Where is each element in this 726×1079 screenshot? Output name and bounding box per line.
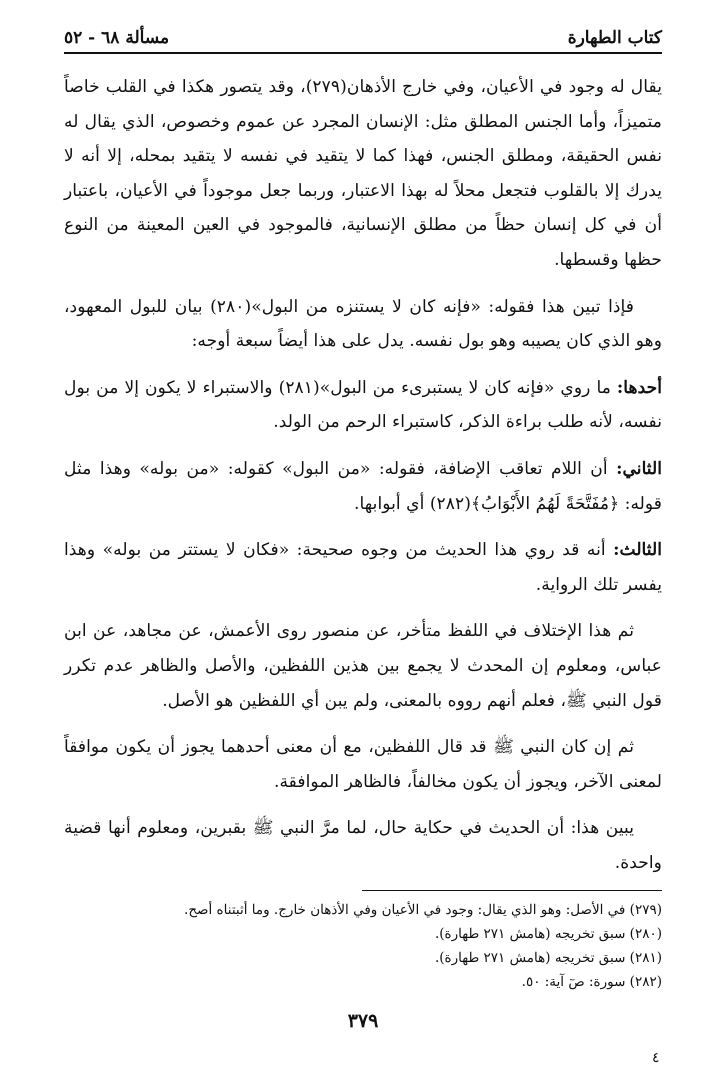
paragraph: يبين هذا: أن الحديث في حكاية حال، لما مرَّ النبي ﷺ بقبرين، ومعلوم أنها قضية واحدة. xyxy=(64,818,662,873)
header-rule xyxy=(64,52,662,54)
paragraph xyxy=(64,371,662,440)
paragraph: ثم إن كان النبي ﷺ قد قال اللفظين، مع أن معنى أحدهما يجوز أن يكون موافقاً لمعنى الآخر، ويجوز أن يكون مخالفاً، فالظاهر الموافقة. xyxy=(64,737,662,792)
body-text xyxy=(64,70,662,892)
footnote-rule xyxy=(362,890,662,891)
paragraph-label: أحدها: xyxy=(616,377,662,398)
paragraph: ثم هذا الإختلاف في اللفظ متأخر، عن منصور روى الأعمش، عن مجاهد، عن ابن عباس، ومعلوم إن المحدث لا يجمع بين هذين اللفظين، والأصل والظاهر عدم تكرر قول النبي ﷺ، فعلم أنهم رووه بالمعنى، ولم يبن أي اللفظين هو الأصل. xyxy=(64,621,662,711)
paragraph-label: الثالث: xyxy=(613,540,662,561)
paragraph-label: الثاني: xyxy=(616,458,662,479)
paragraph: فإذا تبين هذا فقوله: «فإنه كان لا يستنزه من البول»(٢٨٠) بيان للبول المعهود، وهو الذي كان يصيبه وهو بول نفسه. يدل على هذا أيضاً سبعة أوجه: xyxy=(64,296,662,352)
paragraph-text: أنه قد روي هذا الحديث من وجوه صحيحة: «فكان لا يستتر من بوله» وهذا يفسر تلك الرواية. xyxy=(64,540,662,595)
running-header xyxy=(64,20,662,48)
footnotes xyxy=(64,898,662,994)
paragraph: يقال له وجود في الأعيان، وفي خارج الأذهان(٢٧٩)، وقد يتصور هكذا في القلب خاصاً متميزاً، وأما الجنس المطلق مثل: الإنسان المجرد عن عموم وخصوص، الذي يقال له نفس الحقيقة، ومطلق الجنس، فهذا كما لا يتقيد في نفسه لا يتقيد بمحله، إلا أنه لا يدرك إلا بالقلوب فتجعل محلاً له بهذا الاعتبار، وربما جعل موجوداً في الأعيان، باعتبار أن في كل إنسان حظاً من مطلق الإنسانية، فالموجود في العين المعينة من النوع حظها وقسطها. xyxy=(64,77,662,270)
paragraph-text: ما روي «فإنه كان لا يستبرىء من البول»(٢٨١) والاستبراء لا يكون إلا من بول نفسه، لأنه طلب براءة الذكر، كاستبراء الرحم من الولد. xyxy=(64,377,662,433)
footnote: (٢٨١) سبق تخريجه (هامش ٢٧١ طهارة). xyxy=(435,950,662,966)
paragraph xyxy=(64,533,662,602)
page-number: ٣٧٩ xyxy=(347,1010,379,1032)
footnote: (٢٧٩) في الأصل: وهو الذي يقال: وجود في الأعيان وفي الأذهان خارج. وما أثبتناه أصح. xyxy=(184,902,662,918)
header-issue-number: مسألة ٦٨ - ٥٢ xyxy=(64,28,170,48)
footnote: (٢٨٠) سبق تخريجه (هامش ٢٧١ طهارة). xyxy=(435,926,662,942)
footnote: (٢٨٢) سورة: صٓ آية: ٥٠. xyxy=(521,974,662,990)
paragraph-text: أن اللام تعاقب الإضافة، فقوله: «من البول» كقوله: «من بوله» وهذا مثل قوله: ﴿مُفَتَّحَةً لَهُمُ الأَبْوَابُ﴾(٢٨٢) أي أبوابها. xyxy=(64,458,662,514)
signature-mark: ٤ xyxy=(652,1050,660,1066)
paragraph xyxy=(64,452,662,521)
header-book-title: كتاب الطهارة xyxy=(567,28,662,48)
